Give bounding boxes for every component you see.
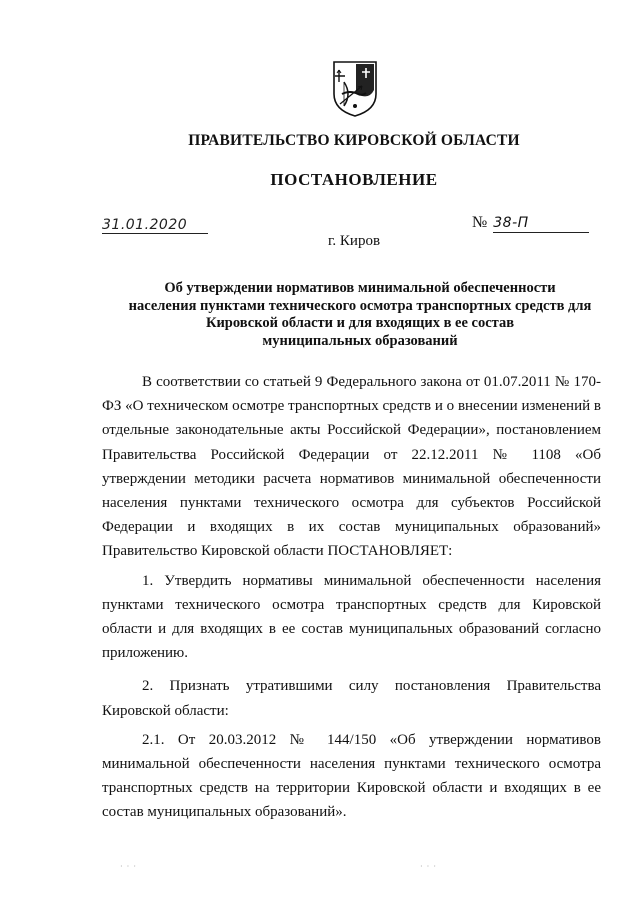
scan-artifact: · · · xyxy=(420,862,437,871)
document-heading xyxy=(100,280,620,350)
document-body xyxy=(102,370,601,825)
document-number: 38-П xyxy=(493,214,589,233)
scan-artifact: · · · xyxy=(120,862,137,871)
heading-line: муниципальных образований xyxy=(262,332,458,349)
item-2-paragraph: 2. Признать утратившими силу постановления Правительства Кировской области: xyxy=(102,678,601,719)
heading-line: населения пунктами технического осмотра транспортных средств для xyxy=(128,297,592,314)
item-1-paragraph: 1. Утвердить нормативы минимальной обеспеченности населения пунктами технического осмотра транспортных средств для Кировской области и для входящих в ее состав муниципальных образований согласно приложению. xyxy=(102,572,601,662)
heading-line: Об утверждении нормативов минимальной обеспеченности xyxy=(164,280,556,296)
kirov-coat-of-arms-icon xyxy=(332,60,378,118)
heading-line: Кировской области и для входящих в ее состав xyxy=(205,315,515,331)
item-2-1-paragraph: 2.1. От 20.03.2012 № 144/150 «Об утверждении нормативов минимальной обеспеченности населения пунктами технического осмотра транспортных средств на территории Кировской области и входящих в ее состав муниципальных образований». xyxy=(102,731,601,821)
government-title: ПРАВИТЕЛЬСТВО КИРОВСКОЙ ОБЛАСТИ xyxy=(188,132,520,149)
document-date: 31.01.2020 xyxy=(102,218,208,234)
preamble-paragraph: В соответствии со статьей 9 Федерального закона от 01.07.2011 № 170-ФЗ «О техническом осмотре транспортных средств и о внесении изменений в отдельные законодательные акты Российской Федерации», постановлением Правительства Российской Федерации от 22.12.2011 № 1108 «Об утверждении методики расчета нормативов минимальной обеспеченности населения пунктами технического осмотра для субъектов Российской Федерации и входящих в их состав муниципальных образований» Правительство Кировской области ПОСТАНОВЛЯЕТ: xyxy=(102,374,601,560)
document-number-field xyxy=(472,214,589,233)
number-sign: № xyxy=(472,214,488,231)
document-type-title: ПОСТАНОВЛЕНИЕ xyxy=(270,170,438,189)
city-name: г. Киров xyxy=(327,233,381,249)
